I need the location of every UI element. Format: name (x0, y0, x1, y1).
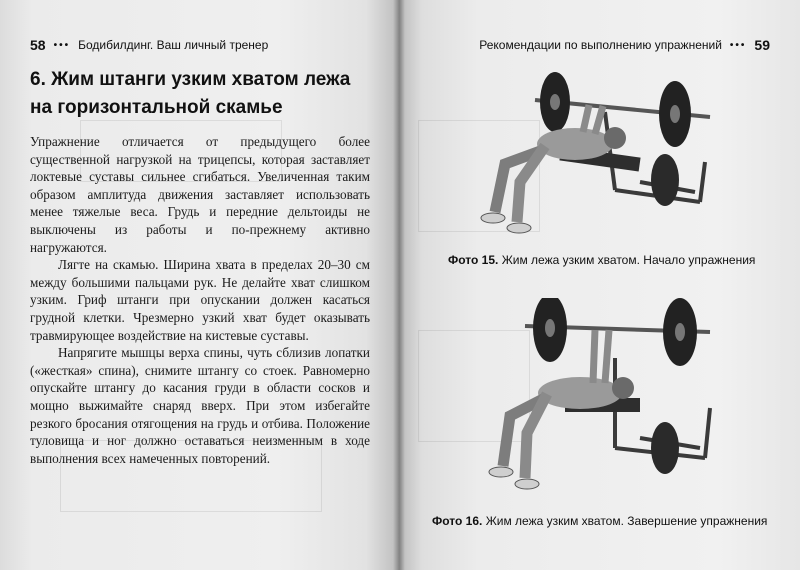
photo-16-caption (432, 514, 767, 528)
body-text (30, 133, 370, 467)
caption-text: Жим лежа узким хватом. Начало упражнения (501, 253, 756, 267)
photo-close-grip-bench-start (465, 72, 725, 250)
caption-text: Жим лежа узким хватом. Завершение упражнения (485, 514, 768, 528)
right-page-number: 59 (754, 37, 770, 53)
left-header-title: Бодибилдинг. Ваш личный тренер (78, 38, 269, 52)
paragraph: Напрягите мышцы верха спины, чуть сблизив лопатки («жесткая» спина), снимите штангу со стоек. Равномерно опускайте штангу до касания груди в области сосков и мощно выжимайте снаряд вверх. При этом избегайте резкого бросания отягощения на грудь и отбива. Положение туловища и ног должно оставаться неизменным в ходе выполнения всех намеченных повторений. (30, 345, 370, 466)
header-dots: ••• (53, 39, 71, 51)
book-spine-shadow (393, 0, 405, 570)
chapter-title-line2: на горизонтальной скамье (30, 97, 283, 118)
left-running-header (30, 37, 268, 53)
right-running-header (479, 37, 770, 53)
photo-15-caption (448, 253, 755, 267)
photo-close-grip-bench-finish (465, 298, 725, 503)
paragraph: Упражнение отличается от предыдущего более существенной нагрузкой на трицепсы, которая заставляет локтевые суставы сильнее сгибаться. Увеличенная таким образом амплитуда движения заставляет использовать менее тяжелые веса. Грудь и передние дельтоиды не выключены из работы и по-прежнему активно нагружаются. (30, 134, 370, 255)
header-dots: ••• (729, 39, 747, 51)
paragraph: Лягте на скамью. Ширина хвата в пределах 20–30 см между большими пальцами рук. Не делайте хват слишком узким. Гриф штанги при опускании должен касаться грудной клетки. Чрезмерно узкий хват будет оказывать травмирующее воздействие на кистевые суставы. (30, 257, 370, 343)
caption-label: Фото 15. (448, 253, 499, 267)
left-page-number: 58 (30, 37, 46, 53)
right-header-title: Рекомендации по выполнению упражнений (479, 38, 722, 52)
chapter-title (30, 66, 380, 122)
caption-label: Фото 16. (432, 514, 483, 528)
left-page (0, 0, 398, 570)
chapter-title-line1: 6. Жим штанги узким хватом лежа (30, 69, 351, 90)
